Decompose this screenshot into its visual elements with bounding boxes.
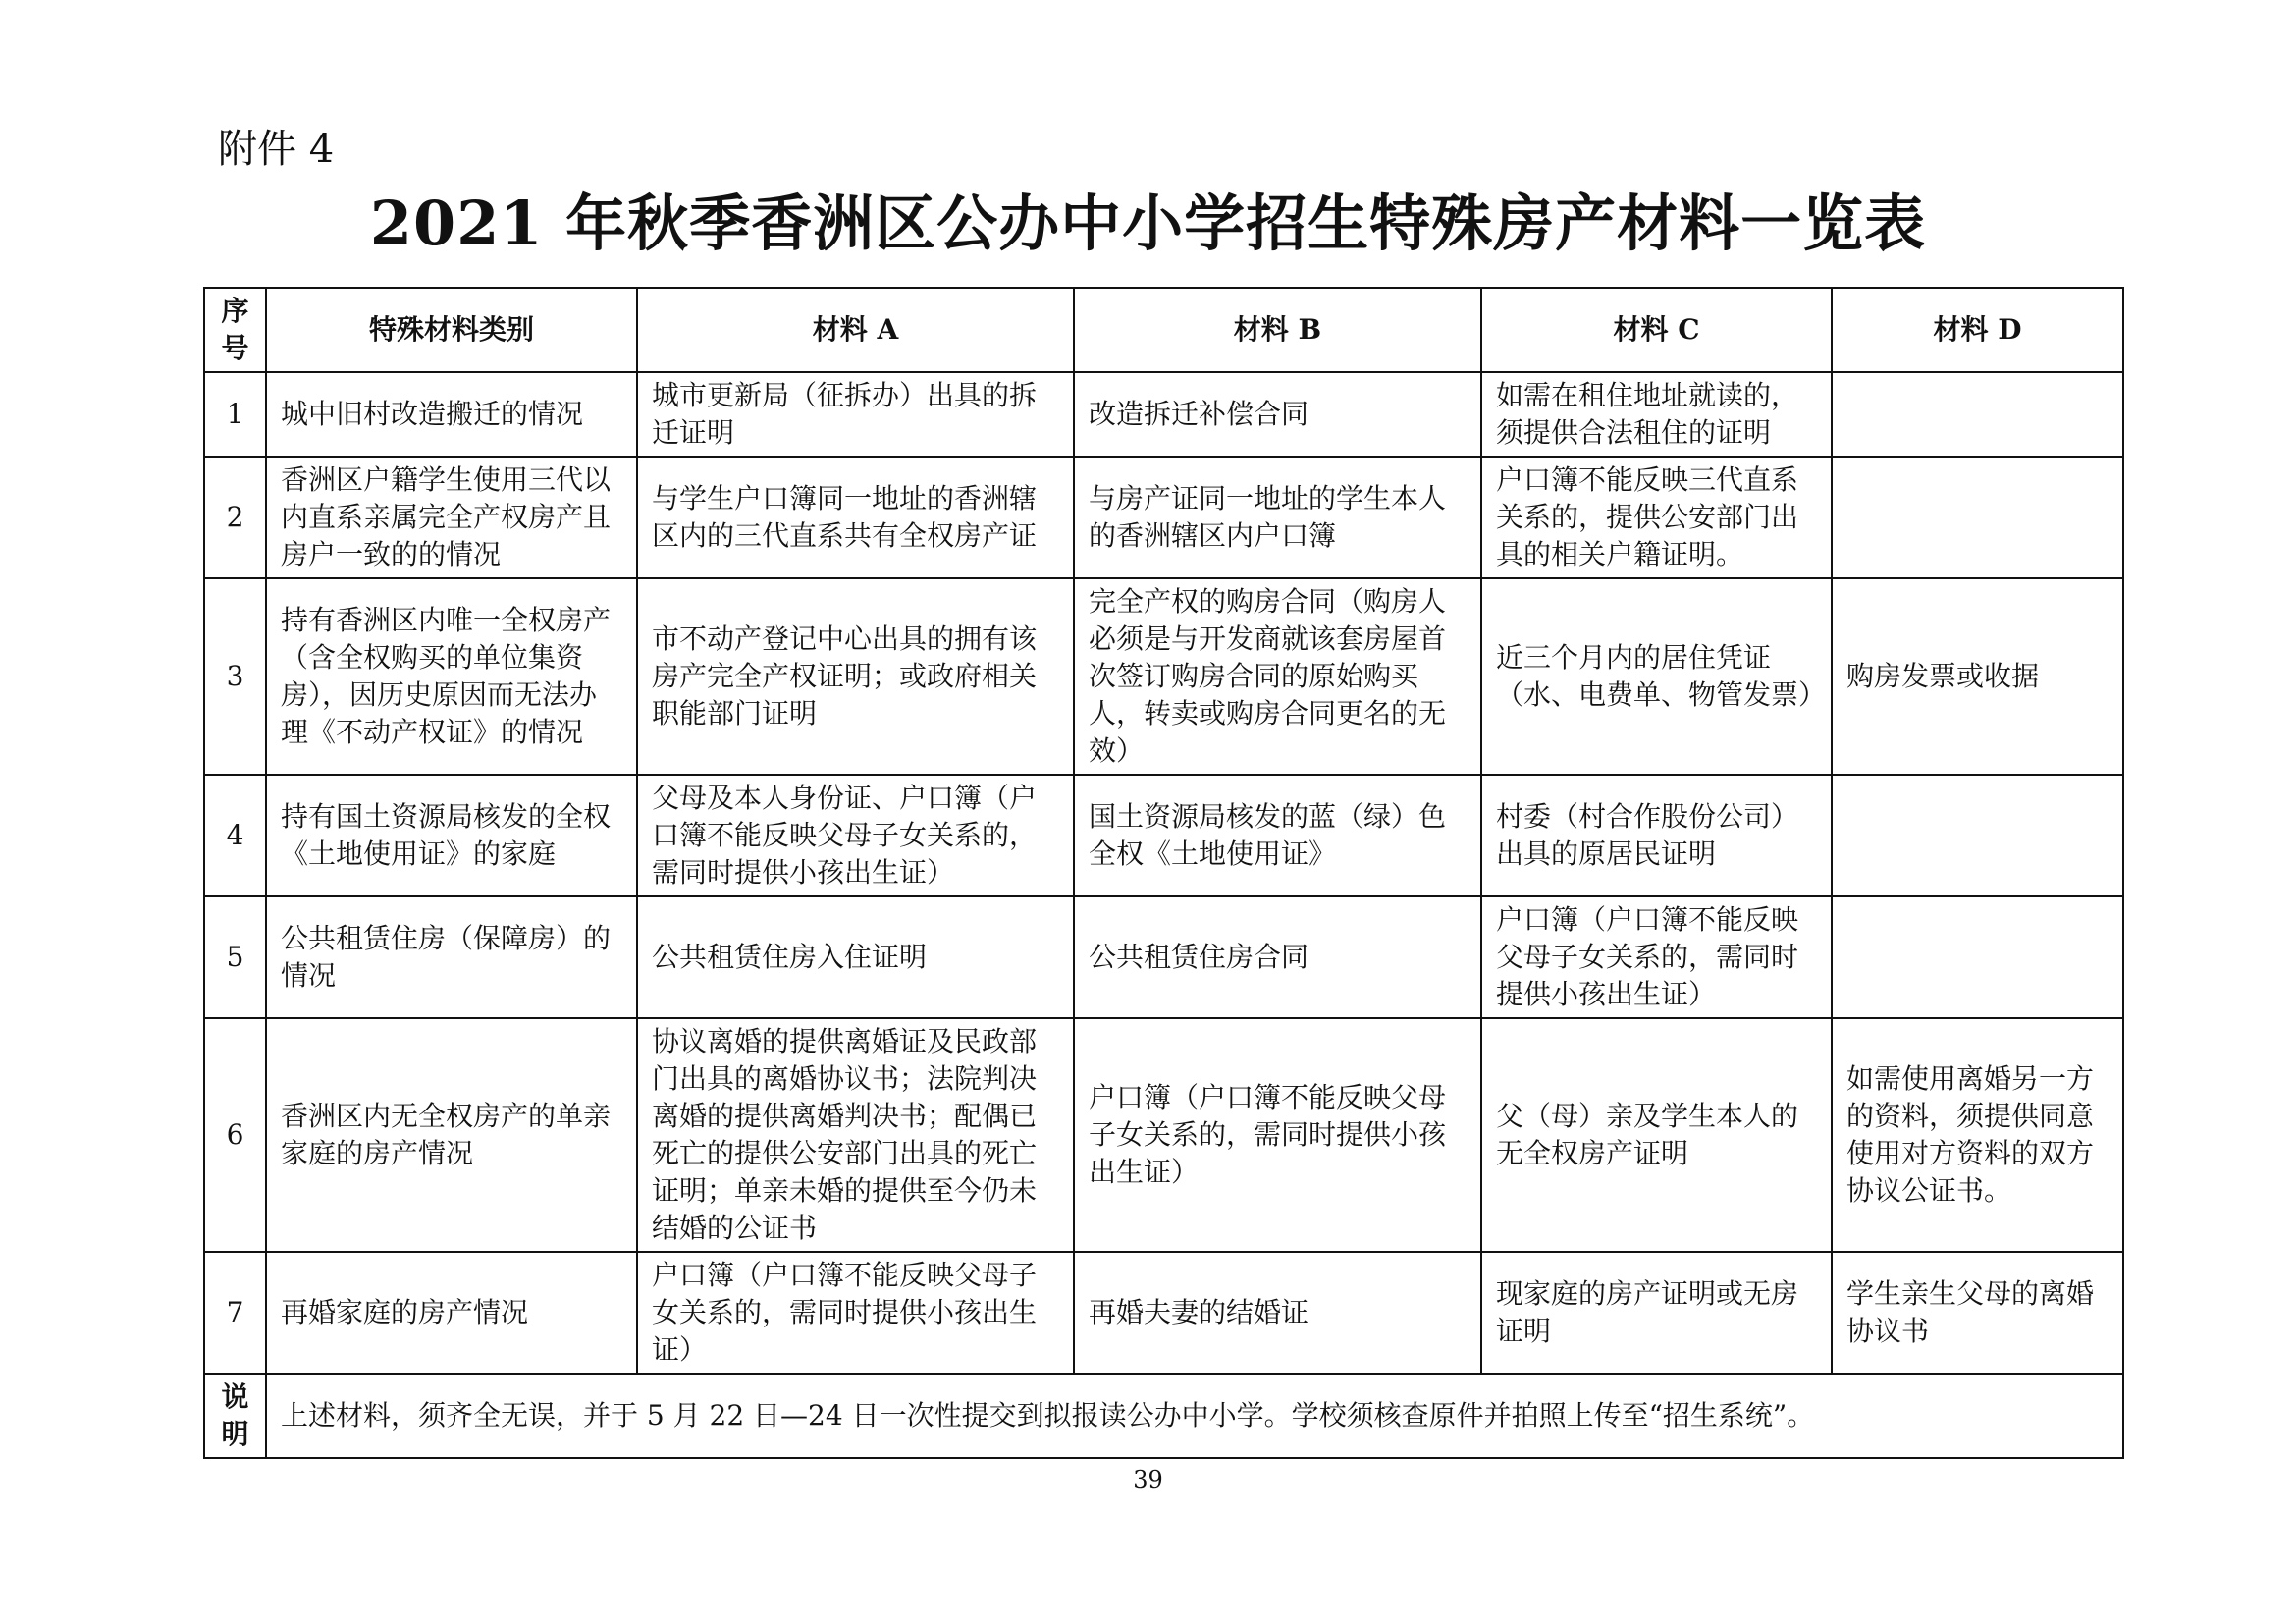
table-row xyxy=(204,457,2123,578)
header-num: 序号 xyxy=(204,288,266,372)
page-number: 39 xyxy=(1133,1466,1163,1493)
row-material-c: 村委（村合作股份公司）出具的原居民证明 xyxy=(1481,775,1832,896)
row-category: 再婚家庭的房产情况 xyxy=(266,1252,637,1374)
row-category: 香洲区内无全权房产的单亲家庭的房产情况 xyxy=(266,1018,637,1252)
row-material-b: 国土资源局核发的蓝（绿）色全权《土地使用证》 xyxy=(1074,775,1481,896)
attachment-label: 附件 4 xyxy=(218,127,335,172)
row-material-d xyxy=(1832,896,2123,1018)
header-material-b: 材料 B xyxy=(1074,288,1481,372)
row-category: 持有国土资源局核发的全权《土地使用证》的家庭 xyxy=(266,775,637,896)
row-num: 4 xyxy=(204,775,266,896)
row-num: 6 xyxy=(204,1018,266,1252)
page-title: 2021 年秋季香洲区公办中小学招生特殊房产材料一览表 xyxy=(369,188,1927,259)
table-row xyxy=(204,1018,2123,1252)
row-material-c: 户口簿不能反映三代直系关系的，提供公安部门出具的相关户籍证明。 xyxy=(1481,457,1832,578)
row-material-d: 购房发票或收据 xyxy=(1832,578,2123,775)
row-category: 公共租赁住房（保障房）的情况 xyxy=(266,896,637,1018)
row-material-b: 改造拆迁补偿合同 xyxy=(1074,372,1481,457)
row-material-d: 如需使用离婚另一方的资料，须提供同意使用对方资料的双方协议公证书。 xyxy=(1832,1018,2123,1252)
row-material-a: 协议离婚的提供离婚证及民政部门出具的离婚协议书；法院判决离婚的提供离婚判决书；配偶已死亡的提供公安部门出具的死亡证明；单亲未婚的提供至今仍未结婚的公证书 xyxy=(637,1018,1074,1252)
row-material-c: 如需在租住地址就读的，须提供合法租住的证明 xyxy=(1481,372,1832,457)
header-material-c: 材料 C xyxy=(1481,288,1832,372)
header-row xyxy=(204,288,2123,372)
row-material-b: 与房产证同一地址的学生本人的香洲辖区内户口簿 xyxy=(1074,457,1481,578)
row-num: 2 xyxy=(204,457,266,578)
row-material-a: 城市更新局（征拆办）出具的拆迁证明 xyxy=(637,372,1074,457)
row-material-b: 户口簿（户口簿不能反映父母子女关系的，需同时提供小孩出生证） xyxy=(1074,1018,1481,1252)
row-material-c: 父（母）亲及学生本人的无全权房产证明 xyxy=(1481,1018,1832,1252)
row-material-a: 公共租赁住房入住证明 xyxy=(637,896,1074,1018)
row-material-c: 现家庭的房产证明或无房证明 xyxy=(1481,1252,1832,1374)
row-material-d xyxy=(1832,457,2123,578)
row-material-a: 与学生户口簿同一地址的香洲辖区内的三代直系共有全权房产证 xyxy=(637,457,1074,578)
row-material-d: 学生亲生父母的离婚协议书 xyxy=(1832,1252,2123,1374)
row-material-b: 再婚夫妻的结婚证 xyxy=(1074,1252,1481,1374)
row-material-d xyxy=(1832,372,2123,457)
row-category: 城中旧村改造搬迁的情况 xyxy=(266,372,637,457)
row-material-a: 市不动产登记中心出具的拥有该房产完全产权证明；或政府相关职能部门证明 xyxy=(637,578,1074,775)
row-num: 5 xyxy=(204,896,266,1018)
row-num: 1 xyxy=(204,372,266,457)
header-material-d: 材料 D xyxy=(1832,288,2123,372)
row-material-a: 父母及本人身份证、户口簿（户口簿不能反映父母子女关系的，需同时提供小孩出生证） xyxy=(637,775,1074,896)
row-material-a: 户口簿（户口簿不能反映父母子女关系的，需同时提供小孩出生证） xyxy=(637,1252,1074,1374)
table-row xyxy=(204,372,2123,457)
note-text: 上述材料，须齐全无误，并于 5 月 22 日—24 日一次性提交到拟报读公办中小学。学校须核查原件并拍照上传至“招生系统”。 xyxy=(266,1374,2123,1458)
row-material-b: 公共租赁住房合同 xyxy=(1074,896,1481,1018)
table-row xyxy=(204,775,2123,896)
table-row xyxy=(204,1252,2123,1374)
row-material-d xyxy=(1832,775,2123,896)
row-num: 7 xyxy=(204,1252,266,1374)
header-material-a: 材料 A xyxy=(637,288,1074,372)
note-label: 说明 xyxy=(204,1374,266,1458)
note-row xyxy=(204,1374,2123,1458)
row-category: 香洲区户籍学生使用三代以内直系亲属完全产权房产且房户一致的的情况 xyxy=(266,457,637,578)
table-row xyxy=(204,896,2123,1018)
table-row xyxy=(204,578,2123,775)
row-material-c: 近三个月内的居住凭证（水、电费单、物管发票） xyxy=(1481,578,1832,775)
row-category: 持有香洲区内唯一全权房产（含全权购买的单位集资房），因历史原因而无法办理《不动产权证》的情况 xyxy=(266,578,637,775)
row-material-c: 户口簿（户口簿不能反映父母子女关系的，需同时提供小孩出生证） xyxy=(1481,896,1832,1018)
row-material-b: 完全产权的购房合同（购房人必须是与开发商就该套房屋首次签订购房合同的原始购买人，转卖或购房合同更名的无效） xyxy=(1074,578,1481,775)
header-category: 特殊材料类别 xyxy=(266,288,637,372)
row-num: 3 xyxy=(204,578,266,775)
materials-table xyxy=(203,287,2124,1459)
